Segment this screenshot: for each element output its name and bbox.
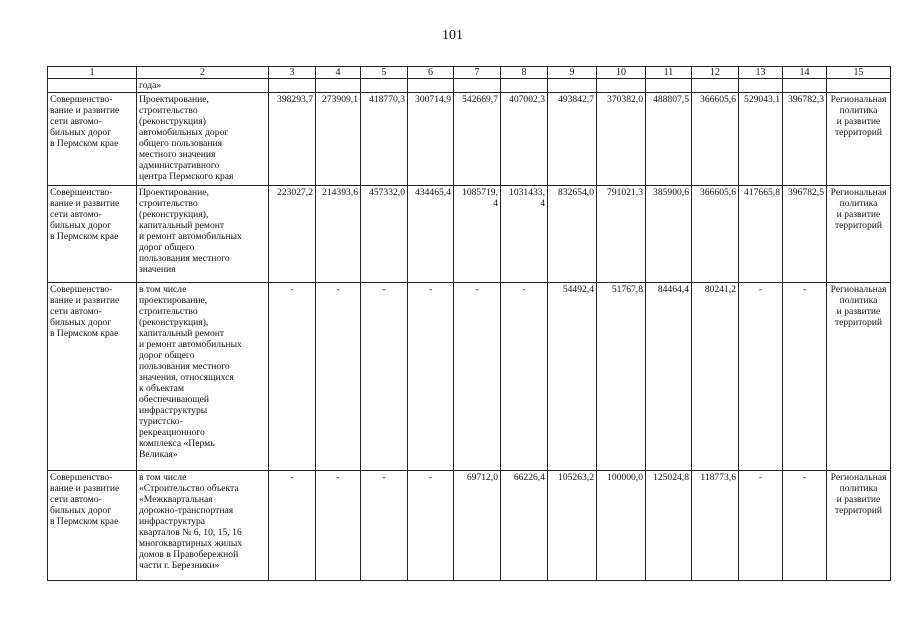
- value-cell: 791021,3: [597, 186, 646, 283]
- continued-row: [48, 79, 891, 93]
- table-row: [48, 471, 891, 581]
- value-cell: 418770,3: [361, 93, 408, 186]
- value-cell: -: [269, 283, 316, 471]
- responsible-cell: Региональная политика и развитие территорий: [827, 471, 891, 581]
- column-header: 7: [454, 67, 501, 79]
- column-header: 11: [646, 67, 692, 79]
- column-header: 4: [316, 67, 361, 79]
- cell-empty: [783, 79, 827, 93]
- responsible-cell: Региональная политика и развитие территорий: [827, 186, 891, 283]
- value-cell: 66226,4: [501, 471, 548, 581]
- value-cell: -: [316, 283, 361, 471]
- value-cell: -: [783, 283, 827, 471]
- value-cell: 54492,4: [548, 283, 597, 471]
- column-header: 10: [597, 67, 646, 79]
- value-cell: 100000,0: [597, 471, 646, 581]
- value-cell: 396782,3: [783, 93, 827, 186]
- value-cell: 105263,2: [548, 471, 597, 581]
- value-cell: -: [783, 471, 827, 581]
- column-header: 9: [548, 67, 597, 79]
- cell-empty: [739, 79, 783, 93]
- value-cell: 434465,4: [408, 186, 454, 283]
- table-body: [48, 67, 891, 581]
- continued-text: года»: [137, 79, 269, 93]
- value-cell: -: [501, 283, 548, 471]
- value-cell: 493842,7: [548, 93, 597, 186]
- value-cell: 1031433, 4: [501, 186, 548, 283]
- column-header: 12: [692, 67, 739, 79]
- value-cell: -: [269, 471, 316, 581]
- value-cell: 488807,5: [646, 93, 692, 186]
- value-cell: 273909,1: [316, 93, 361, 186]
- cell-empty: [646, 79, 692, 93]
- column-header: 6: [408, 67, 454, 79]
- value-cell: 69712,0: [454, 471, 501, 581]
- column-header: 3: [269, 67, 316, 79]
- value-cell: -: [454, 283, 501, 471]
- value-cell: 407002,3: [501, 93, 548, 186]
- description-cell: Проектирование, строительство (реконструкция), капитальный ремонт и ремонт автомобильных дорог общего пользования местного значения: [137, 186, 269, 283]
- value-cell: 370382,0: [597, 93, 646, 186]
- subprogram-cell: Совершенство- вание и развитие сети автомо- бильных дорог в Пермском крае: [48, 186, 137, 283]
- cell-empty: [501, 79, 548, 93]
- column-header: 1: [48, 67, 137, 79]
- subprogram-cell: Совершенство- вание и развитие сети автомо- бильных дорог в Пермском крае: [48, 283, 137, 471]
- value-cell: 51767,8: [597, 283, 646, 471]
- cell-empty: [316, 79, 361, 93]
- value-cell: 125024,8: [646, 471, 692, 581]
- value-cell: 366605,6: [692, 93, 739, 186]
- value-cell: -: [739, 283, 783, 471]
- cell-empty: [827, 79, 891, 93]
- value-cell: 542669,7: [454, 93, 501, 186]
- value-cell: -: [361, 471, 408, 581]
- value-cell: 223027,2: [269, 186, 316, 283]
- column-header: 5: [361, 67, 408, 79]
- value-cell: 398293,7: [269, 93, 316, 186]
- value-cell: 300714,9: [408, 93, 454, 186]
- value-cell: -: [739, 471, 783, 581]
- cell-empty: [408, 79, 454, 93]
- value-cell: 118773,6: [692, 471, 739, 581]
- column-header: 15: [827, 67, 891, 79]
- value-cell: 457332,0: [361, 186, 408, 283]
- cell-empty: [269, 79, 316, 93]
- column-header: 13: [739, 67, 783, 79]
- subprogram-cell: Совершенство- вание и развитие сети автомо- бильных дорог в Пермском крае: [48, 471, 137, 581]
- subprogram-cell: Совершенство- вание и развитие сети автомо- бильных дорог в Пермском крае: [48, 93, 137, 186]
- responsible-cell: Региональная политика и развитие территорий: [827, 283, 891, 471]
- cell-empty: [48, 79, 137, 93]
- value-cell: 366605,6: [692, 186, 739, 283]
- value-cell: -: [361, 283, 408, 471]
- value-cell: -: [408, 283, 454, 471]
- table-row: [48, 283, 891, 471]
- value-cell: -: [408, 471, 454, 581]
- value-cell: 1085719, 4: [454, 186, 501, 283]
- description-cell: Проектирование, строительство (реконструкция) автомобильных дорог общего пользования местного значения административного центра Пермского края: [137, 93, 269, 186]
- value-cell: 385900,6: [646, 186, 692, 283]
- column-header: 2: [137, 67, 269, 79]
- cell-empty: [548, 79, 597, 93]
- column-number-row: [48, 67, 891, 79]
- value-cell: -: [316, 471, 361, 581]
- page-number: 101: [442, 28, 463, 43]
- cell-empty: [361, 79, 408, 93]
- value-cell: 84464,4: [646, 283, 692, 471]
- value-cell: 529043,1: [739, 93, 783, 186]
- value-cell: 214393,6: [316, 186, 361, 283]
- cell-empty: [454, 79, 501, 93]
- table-row: [48, 93, 891, 186]
- value-cell: 80241,2: [692, 283, 739, 471]
- financing-table: [47, 66, 891, 581]
- value-cell: 417665,8: [739, 186, 783, 283]
- responsible-cell: Региональная политика и развитие территорий: [827, 93, 891, 186]
- cell-empty: [692, 79, 739, 93]
- table-row: [48, 186, 891, 283]
- column-header: 14: [783, 67, 827, 79]
- column-header: 8: [501, 67, 548, 79]
- value-cell: 832654,0: [548, 186, 597, 283]
- description-cell: в том числе «Строительство объекта «Межквартальная дорожно-транспортная инфраструктура кварталов № 6, 10, 15, 16 многоквартирных жилых домов в Правобережной части г. Березники»: [137, 471, 269, 581]
- cell-empty: [597, 79, 646, 93]
- description-cell: в том числе проектирование, строительство (реконструкция), капитальный ремонт и ремонт автомобильных дорог общего пользования местного значения, относящихся к объектам обеспечивающей инфраструктуры туристско- рекреационного комплекса «Пермь Великая»: [137, 283, 269, 471]
- value-cell: 396782,5: [783, 186, 827, 283]
